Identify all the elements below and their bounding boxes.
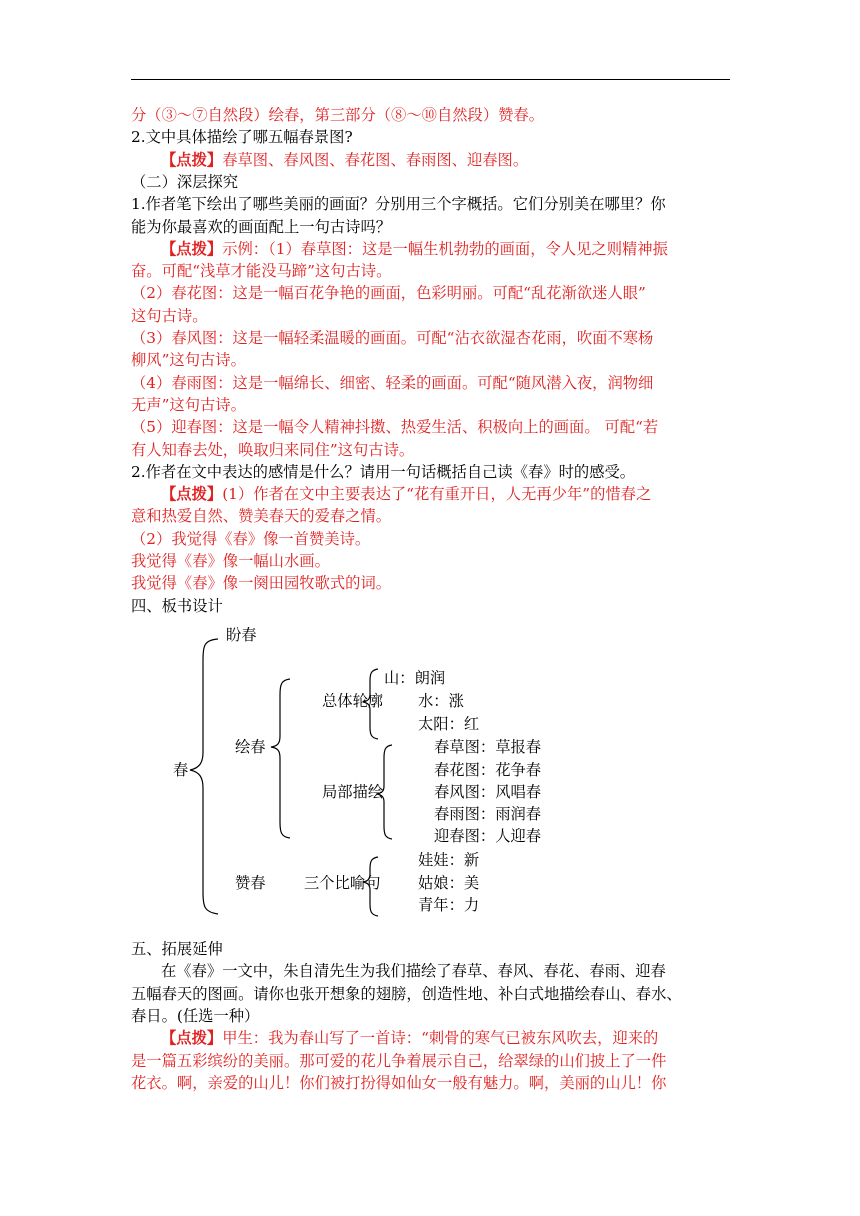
board-overall-item: 太阳：红: [418, 715, 480, 733]
line-text: （5）迎春图：这是一幅令人精神抖擞、热爱生活、积极向上的画面。 可配“若: [131, 418, 659, 437]
board-partial-item: 春草图：草报春: [434, 738, 542, 756]
hint-tag: 【点拨】: [161, 239, 223, 258]
line-text: 五幅春天的图画。请你也张开想象的翅膀，创造性地、补白式地描绘春山、春水、: [131, 984, 682, 1003]
board-partial-item: 春风图：风唱春: [434, 783, 542, 801]
line-text: 能为你最喜欢的画面配上一句古诗吗？: [131, 217, 392, 236]
board-partial-item: 春花图：花争春: [434, 761, 542, 779]
line-text: （4）春雨图：这是一幅绵长、细密、轻柔的画面。可配“随风潜入夜，润物细: [131, 373, 654, 392]
hint-tag: 【点拨】: [161, 485, 223, 504]
line-text: 1.作者笔下绘出了哪些美丽的画面？分别用三个字概括。它们分别美在哪里？你: [131, 195, 666, 214]
board-overall: 总体轮廓: [322, 692, 384, 710]
text-line: [131, 938, 771, 960]
line-text: 示例：（1）春草图：这是一幅生机勃勃的画面，令人见之则精神振: [222, 239, 668, 258]
line-text: 2.作者在文中表达的感情是什么？请用一句话概括自己读《春》时的感受。: [131, 462, 636, 481]
board-overall-item: 水：涨: [418, 692, 464, 710]
line-text: 甲生：我为春山写了一首诗：“刺骨的寒气已被东风吹去，迎来的: [222, 1029, 659, 1048]
line-text: 五、拓展延伸: [131, 940, 223, 958]
text-line: [131, 983, 771, 1005]
hint-tag: 【点拨】: [161, 150, 223, 169]
text-line: [131, 1005, 771, 1027]
line-text: 我觉得《春》像一阕田园牧歌式的词。: [131, 574, 392, 593]
text-line: [131, 1027, 801, 1049]
line-text: 春草图、春风图、春花图、春雨图、迎春图。: [222, 150, 529, 169]
board-simile-item: 娃娃：新: [418, 851, 480, 869]
line-text: (1）作者在文中主要表达了“花有重开日，人无再少年”的惜春之: [222, 485, 652, 504]
line-text: 在《春》一文中，朱自清先生为我们描绘了春草、春风、春花、春雨、迎春: [161, 962, 666, 981]
line-text: 我觉得《春》像一幅山水画。: [131, 552, 330, 570]
board-partial: 局部描绘: [322, 783, 384, 801]
board-partial-item: 春雨图：雨润春: [434, 805, 542, 823]
huichun-brace: [271, 679, 290, 838]
line-text: 这句古诗。: [131, 306, 208, 325]
line-text: 有人知春去处，唤取归来同住”这句古诗。: [131, 440, 415, 459]
line-text: 意和热爱自然、赞美春天的爱春之情。: [131, 507, 392, 526]
hint-tag: 【点拨】: [161, 1029, 223, 1048]
line-text: 奋。可配“浅草才能没马蹄”这句古诗。: [131, 262, 392, 281]
line-text: 是一篇五彩缤纷的美丽。那可爱的花儿争着展示自己，给翠绿的山们披上了一件: [131, 1051, 667, 1070]
line-text: 无声”这句古诗。: [131, 395, 246, 414]
main-brace: [190, 639, 218, 914]
board-overall-item: 山：朗润: [384, 669, 446, 687]
line-text: （2）春花图：这是一幅百花争艳的画面，色彩明丽。可配“乱花渐欲迷人眼”: [131, 284, 646, 303]
board-simile-item: 青年：力: [418, 896, 480, 914]
line-text: 分（③～⑦自然段）绘春，第三部分（⑧～⑩自然段）赞春。: [131, 106, 545, 124]
board-simile: 三个比喻句: [304, 874, 381, 892]
board-root: 春: [173, 761, 189, 779]
board-huichun: 绘春: [235, 738, 266, 756]
text-line: [131, 1072, 771, 1094]
line-text: 四、板书设计: [131, 596, 223, 615]
board-simile-item: 姑娘：美: [418, 874, 480, 892]
line-text: 2.文中具体描绘了哪五幅春景图?: [131, 128, 353, 147]
text-line: [131, 960, 801, 982]
line-text: 花衣。啊，亲爱的山儿！你们被打扮得如仙女一般有魅力。啊，美丽的山儿！你: [131, 1073, 667, 1092]
board-panchun: 盼春: [226, 626, 257, 644]
line-text: （二）深层探究: [131, 172, 239, 191]
line-text: 柳风”这句古诗。: [131, 351, 246, 370]
line-text: 春日。(任选一种）: [131, 1006, 260, 1025]
line-text: （3）春风图：这是一幅轻柔温暖的画面。可配“沾衣欲湿杏花雨，吹面不寒杨: [131, 329, 654, 347]
board-zanchun: 赞春: [235, 874, 266, 892]
line-text: （2）我觉得《春》像一首赞美诗。: [131, 529, 371, 548]
board-partial-item: 迎春图：人迎春: [434, 827, 542, 845]
text-line: [131, 1050, 771, 1072]
